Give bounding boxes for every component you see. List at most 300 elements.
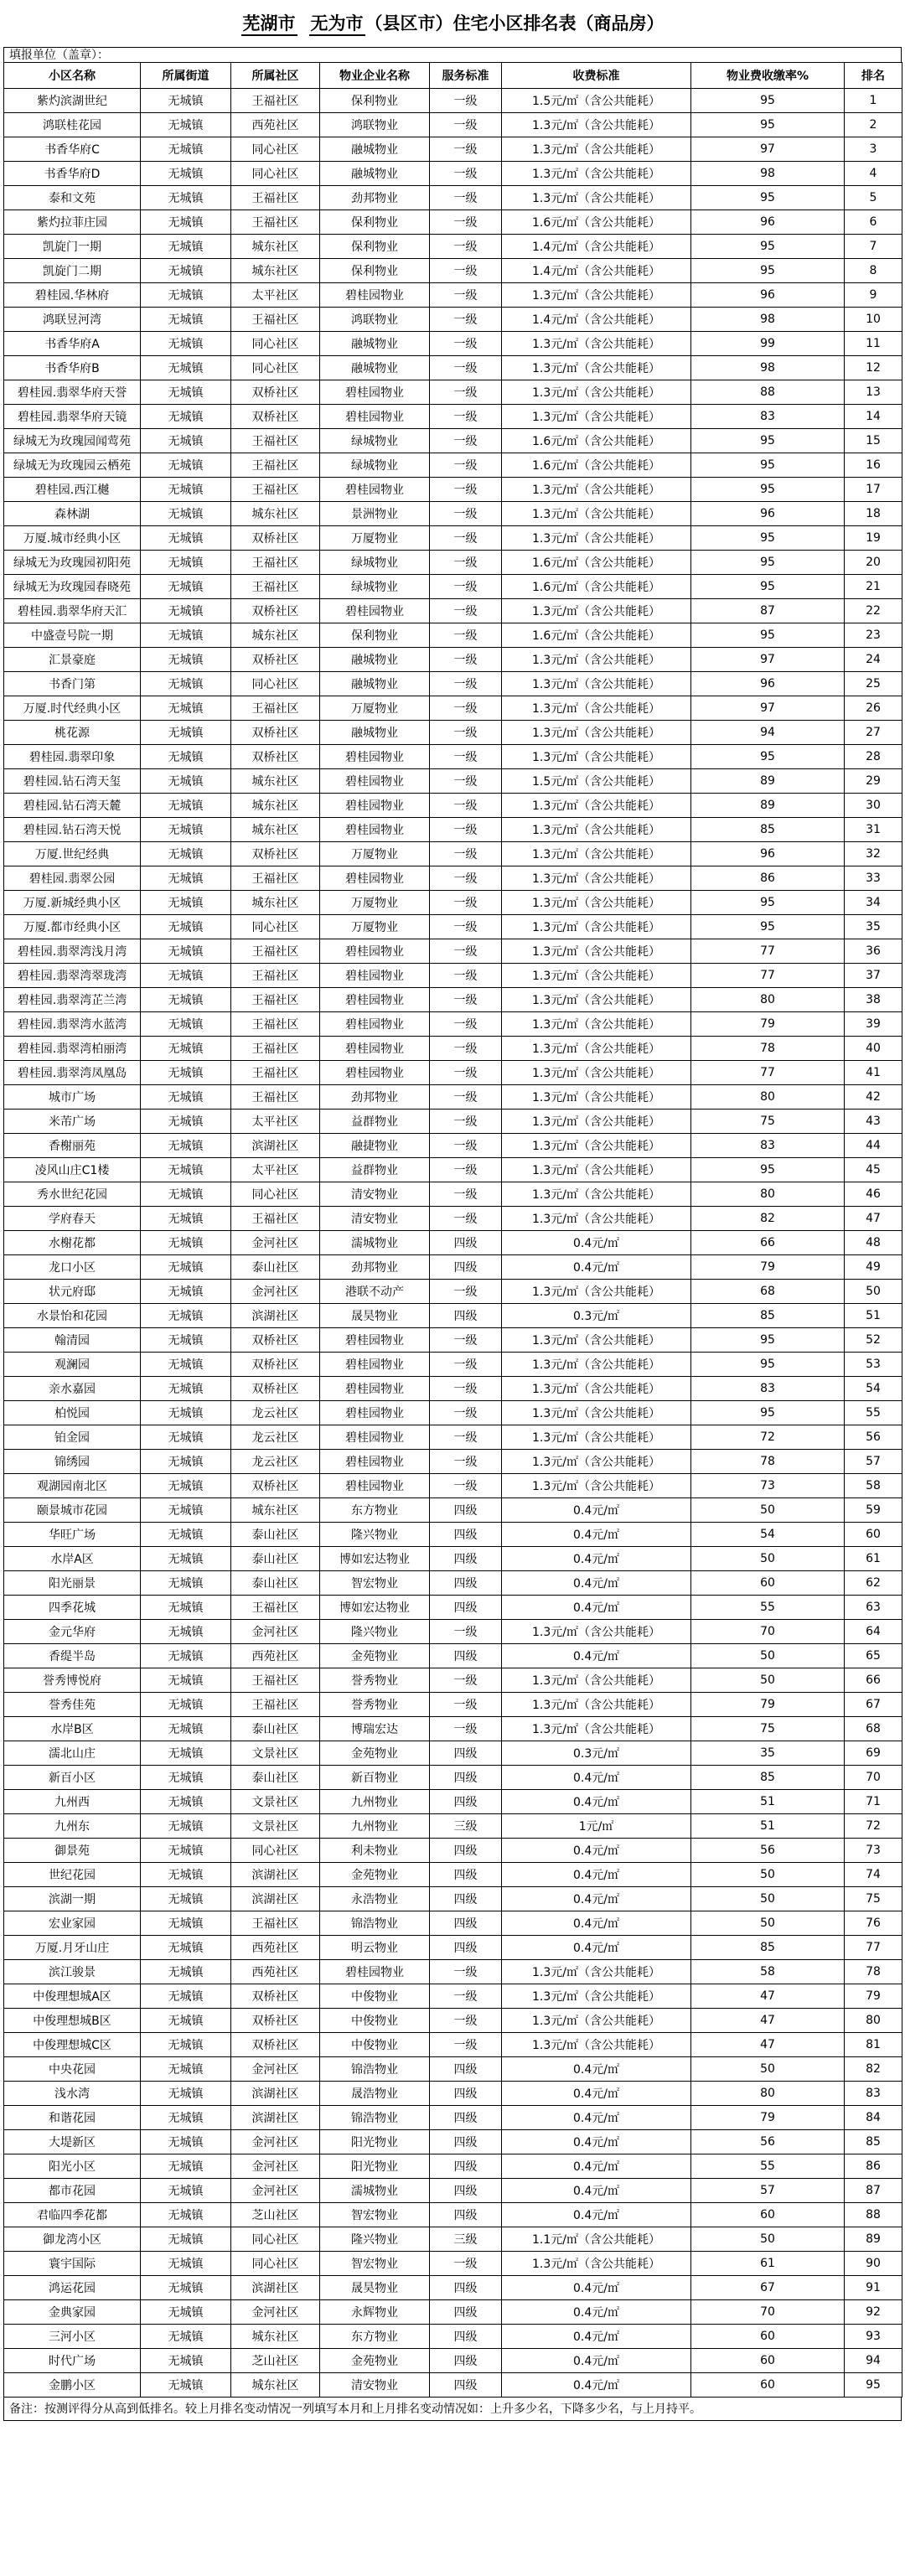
table-row [4, 429, 902, 453]
service-level-cell: 一级 [430, 2252, 502, 2276]
service-level-cell: 四级 [430, 2203, 502, 2227]
collection-rate-cell: 98 [691, 162, 845, 186]
service-level-cell: 一级 [430, 1037, 502, 1061]
rank-cell: 58 [845, 1474, 902, 1498]
property-company-cell: 碧桂园物业 [320, 939, 430, 964]
property-company-cell: 融城物业 [320, 672, 430, 696]
community-cell: 王福社区 [231, 575, 320, 599]
table-row [4, 964, 902, 988]
community-name-cell: 万厦.新城经典小区 [4, 891, 141, 915]
collection-rate-cell: 89 [691, 794, 845, 818]
community-name-cell: 新百小区 [4, 1766, 141, 1790]
table-row [4, 575, 902, 599]
table-row [4, 2325, 902, 2349]
collection-rate-cell: 50 [691, 2227, 845, 2252]
street-cell: 无城镇 [141, 988, 231, 1012]
community-cell: 双桥社区 [231, 1474, 320, 1498]
fee-standard-cell: 0.4元/㎡ [502, 1547, 691, 1571]
rank-cell: 59 [845, 1498, 902, 1523]
fee-standard-cell: 0.4元/㎡ [502, 2082, 691, 2106]
rank-cell: 94 [845, 2349, 902, 2373]
table-row [4, 2349, 902, 2373]
table-row [4, 842, 902, 866]
col-header: 物业企业名称 [320, 63, 430, 89]
property-company-cell: 晟浩物业 [320, 2082, 430, 2106]
street-cell: 无城镇 [141, 1620, 231, 1644]
service-level-cell: 四级 [430, 1231, 502, 1255]
rank-cell: 77 [845, 1936, 902, 1960]
community-name-cell: 碧桂园.西江樾 [4, 478, 141, 502]
property-company-cell: 中俊物业 [320, 1984, 430, 2009]
community-name-cell: 都市花园 [4, 2179, 141, 2203]
table-row [4, 235, 902, 259]
property-company-cell: 金苑物业 [320, 2349, 430, 2373]
table-row [4, 453, 902, 478]
collection-rate-cell: 57 [691, 2179, 845, 2203]
property-company-cell: 碧桂园物业 [320, 283, 430, 308]
table-row [4, 332, 902, 356]
property-company-cell: 碧桂园物业 [320, 769, 430, 794]
collection-rate-cell: 88 [691, 380, 845, 405]
fee-standard-cell: 1.3元/㎡（含公共能耗） [502, 794, 691, 818]
service-level-cell: 四级 [430, 1304, 502, 1328]
street-cell: 无城镇 [141, 648, 231, 672]
fee-standard-cell: 1.1元/㎡（含公共能耗） [502, 2227, 691, 2252]
street-cell: 无城镇 [141, 672, 231, 696]
fee-standard-cell: 0.4元/㎡ [502, 1596, 691, 1620]
collection-rate-cell: 95 [691, 745, 845, 769]
fee-standard-cell: 1.3元/㎡（含公共能耗） [502, 1425, 691, 1450]
col-header: 所属街道 [141, 63, 231, 89]
fee-standard-cell: 1.3元/㎡（含公共能耗） [502, 1668, 691, 1693]
street-cell: 无城镇 [141, 842, 231, 866]
community-cell: 城东社区 [231, 235, 320, 259]
community-cell: 王福社区 [231, 1085, 320, 1110]
community-cell: 泰山社区 [231, 1571, 320, 1596]
street-cell: 无城镇 [141, 1085, 231, 1110]
property-company-cell: 碧桂园物业 [320, 380, 430, 405]
collection-rate-cell: 70 [691, 1620, 845, 1644]
community-name-cell: 绿城无为玫瑰园云栖苑 [4, 453, 141, 478]
fee-standard-cell: 0.4元/㎡ [502, 2325, 691, 2349]
service-level-cell: 一级 [430, 1717, 502, 1741]
community-cell: 金河社区 [231, 2130, 320, 2154]
street-cell: 无城镇 [141, 502, 231, 526]
fee-standard-cell: 1.4元/㎡（含公共能耗） [502, 308, 691, 332]
fee-standard-cell: 1.3元/㎡（含公共能耗） [502, 599, 691, 623]
table-row [4, 2252, 902, 2276]
table-row [4, 2130, 902, 2154]
street-cell: 无城镇 [141, 1936, 231, 1960]
property-company-cell: 誉秀物业 [320, 1693, 430, 1717]
collection-rate-cell: 80 [691, 988, 845, 1012]
collection-rate-cell: 95 [691, 526, 845, 551]
community-name-cell: 碧桂园.翡翠华府天汇 [4, 599, 141, 623]
community-cell: 文景社区 [231, 1814, 320, 1839]
collection-rate-cell: 95 [691, 478, 845, 502]
service-level-cell: 一级 [430, 259, 502, 283]
property-company-cell: 阳光物业 [320, 2130, 430, 2154]
community-name-cell: 万厦.都市经典小区 [4, 915, 141, 939]
collection-rate-cell: 79 [691, 1012, 845, 1037]
table-row [4, 1790, 902, 1814]
property-company-cell: 绿城物业 [320, 453, 430, 478]
fee-standard-cell: 0.4元/㎡ [502, 2349, 691, 2373]
service-level-cell: 一级 [430, 988, 502, 1012]
community-name-cell: 宏业家园 [4, 1911, 141, 1936]
table-row [4, 866, 902, 891]
community-name-cell: 滨江骏景 [4, 1960, 141, 1984]
community-cell: 泰山社区 [231, 1766, 320, 1790]
street-cell: 无城镇 [141, 964, 231, 988]
table-row [4, 1231, 902, 1255]
table-row [4, 1450, 902, 1474]
community-cell: 滨湖社区 [231, 2082, 320, 2106]
service-level-cell: 一级 [430, 1620, 502, 1644]
rank-cell: 74 [845, 1863, 902, 1887]
property-company-cell: 锦浩物业 [320, 2106, 430, 2130]
property-company-cell: 万厦物业 [320, 891, 430, 915]
service-level-cell: 一级 [430, 1280, 502, 1304]
community-cell: 城东社区 [231, 259, 320, 283]
property-company-cell: 鸿联物业 [320, 113, 430, 137]
fee-standard-cell: 1.3元/㎡（含公共能耗） [502, 526, 691, 551]
collection-rate-cell: 77 [691, 939, 845, 964]
rank-cell: 24 [845, 648, 902, 672]
community-cell: 西苑社区 [231, 113, 320, 137]
community-cell: 双桥社区 [231, 1353, 320, 1377]
fee-standard-cell: 0.4元/㎡ [502, 2130, 691, 2154]
property-company-cell: 智宏物业 [320, 1571, 430, 1596]
fee-standard-cell: 1.3元/㎡（含公共能耗） [502, 1158, 691, 1182]
fee-standard-cell: 1.6元/㎡（含公共能耗） [502, 623, 691, 648]
table-row [4, 137, 902, 162]
rank-cell: 95 [845, 2373, 902, 2398]
community-cell: 金河社区 [231, 2300, 320, 2325]
table-row [4, 113, 902, 137]
table-row [4, 794, 902, 818]
street-cell: 无城镇 [141, 1766, 231, 1790]
rank-cell: 66 [845, 1668, 902, 1693]
community-name-cell: 万厦.城市经典小区 [4, 526, 141, 551]
community-cell: 同心社区 [231, 915, 320, 939]
service-level-cell: 一级 [430, 1450, 502, 1474]
rank-cell: 44 [845, 1134, 902, 1158]
street-cell: 无城镇 [141, 2033, 231, 2057]
collection-rate-cell: 97 [691, 137, 845, 162]
rank-cell: 19 [845, 526, 902, 551]
street-cell: 无城镇 [141, 2203, 231, 2227]
table-row [4, 308, 902, 332]
property-company-cell: 九州物业 [320, 1790, 430, 1814]
collection-rate-cell: 89 [691, 769, 845, 794]
property-company-cell: 劲邦物业 [320, 1085, 430, 1110]
table-row [4, 283, 902, 308]
community-name-cell: 寰宇国际 [4, 2252, 141, 2276]
street-cell: 无城镇 [141, 2325, 231, 2349]
street-cell: 无城镇 [141, 1280, 231, 1304]
community-cell: 王福社区 [231, 89, 320, 113]
fee-standard-cell: 0.4元/㎡ [502, 1936, 691, 1960]
fee-standard-cell: 1.3元/㎡（含公共能耗） [502, 696, 691, 721]
collection-rate-cell: 95 [691, 623, 845, 648]
community-name-cell: 书香华府A [4, 332, 141, 356]
property-company-cell: 融城物业 [320, 162, 430, 186]
service-level-cell: 一级 [430, 551, 502, 575]
property-company-cell: 碧桂园物业 [320, 988, 430, 1012]
table-row [4, 551, 902, 575]
community-cell: 王福社区 [231, 478, 320, 502]
fee-standard-cell: 1.3元/㎡（含公共能耗） [502, 1717, 691, 1741]
table-row [4, 1668, 902, 1693]
community-cell: 同心社区 [231, 1182, 320, 1207]
rank-cell: 72 [845, 1814, 902, 1839]
rank-cell: 48 [845, 1231, 902, 1255]
street-cell: 无城镇 [141, 769, 231, 794]
property-company-cell: 益群物业 [320, 1110, 430, 1134]
collection-rate-cell: 79 [691, 2106, 845, 2130]
collection-rate-cell: 96 [691, 672, 845, 696]
rank-cell: 91 [845, 2276, 902, 2300]
community-cell: 王福社区 [231, 453, 320, 478]
street-cell: 无城镇 [141, 599, 231, 623]
collection-rate-cell: 86 [691, 866, 845, 891]
fee-standard-cell: 1.3元/㎡（含公共能耗） [502, 1693, 691, 1717]
table-row [4, 405, 902, 429]
street-cell: 无城镇 [141, 1644, 231, 1668]
community-cell: 同心社区 [231, 162, 320, 186]
street-cell: 无城镇 [141, 1790, 231, 1814]
community-cell: 双桥社区 [231, 648, 320, 672]
community-cell: 双桥社区 [231, 526, 320, 551]
rank-cell: 36 [845, 939, 902, 964]
community-name-cell: 米芾广场 [4, 1110, 141, 1134]
collection-rate-cell: 95 [691, 551, 845, 575]
table-row [4, 1401, 902, 1425]
fee-standard-cell: 0.4元/㎡ [502, 2106, 691, 2130]
service-level-cell: 一级 [430, 1158, 502, 1182]
property-company-cell: 博如宏达物业 [320, 1596, 430, 1620]
street-cell: 无城镇 [141, 2082, 231, 2106]
rank-cell: 6 [845, 210, 902, 235]
community-cell: 金河社区 [231, 2154, 320, 2179]
community-cell: 滨湖社区 [231, 2276, 320, 2300]
collection-rate-cell: 55 [691, 2154, 845, 2179]
table-row [4, 1061, 902, 1085]
property-company-cell: 万厦物业 [320, 526, 430, 551]
collection-rate-cell: 95 [691, 259, 845, 283]
rank-cell: 47 [845, 1207, 902, 1231]
table-row [4, 1523, 902, 1547]
community-cell: 滨湖社区 [231, 1134, 320, 1158]
fee-standard-cell: 1.3元/㎡（含公共能耗） [502, 1450, 691, 1474]
table-row [4, 1984, 902, 2009]
community-name-cell: 绿城无为玫瑰园春晓苑 [4, 575, 141, 599]
service-level-cell: 一级 [430, 453, 502, 478]
collection-rate-cell: 50 [691, 1644, 845, 1668]
service-level-cell: 一级 [430, 405, 502, 429]
collection-rate-cell: 68 [691, 1280, 845, 1304]
fee-standard-cell: 1.3元/㎡（含公共能耗） [502, 1037, 691, 1061]
fee-standard-cell: 1.3元/㎡（含公共能耗） [502, 1061, 691, 1085]
table-row [4, 1911, 902, 1936]
community-cell: 金河社区 [231, 2057, 320, 2082]
table-row [4, 1328, 902, 1353]
service-level-cell: 四级 [430, 1571, 502, 1596]
service-level-cell: 一级 [430, 1012, 502, 1037]
community-cell: 王福社区 [231, 696, 320, 721]
service-level-cell: 一级 [430, 1110, 502, 1134]
property-company-cell: 鸿联物业 [320, 308, 430, 332]
street-cell: 无城镇 [141, 162, 231, 186]
street-cell: 无城镇 [141, 2227, 231, 2252]
street-cell: 无城镇 [141, 891, 231, 915]
rank-cell: 62 [845, 1571, 902, 1596]
street-cell: 无城镇 [141, 429, 231, 453]
street-cell: 无城镇 [141, 526, 231, 551]
fee-standard-cell: 1.3元/㎡（含公共能耗） [502, 1182, 691, 1207]
fee-standard-cell: 0.4元/㎡ [502, 2203, 691, 2227]
community-name-cell: 阳光丽景 [4, 1571, 141, 1596]
community-name-cell: 万厦.时代经典小区 [4, 696, 141, 721]
property-company-cell: 碧桂园物业 [320, 1401, 430, 1425]
table-row [4, 1960, 902, 1984]
property-company-cell: 智宏物业 [320, 2252, 430, 2276]
table-row [4, 1474, 902, 1498]
table-row [4, 186, 902, 210]
page-title [0, 0, 905, 47]
street-cell: 无城镇 [141, 1207, 231, 1231]
community-cell: 城东社区 [231, 794, 320, 818]
property-company-cell: 港联不动产 [320, 1280, 430, 1304]
community-cell: 王福社区 [231, 1668, 320, 1693]
rank-cell: 42 [845, 1085, 902, 1110]
community-cell: 王福社区 [231, 1596, 320, 1620]
fee-standard-cell: 1.3元/㎡（含公共能耗） [502, 332, 691, 356]
fee-standard-cell: 0.4元/㎡ [502, 1790, 691, 1814]
rank-cell: 64 [845, 1620, 902, 1644]
community-name-cell: 绿城无为玫瑰园初阳苑 [4, 551, 141, 575]
collection-rate-cell: 87 [691, 599, 845, 623]
community-name-cell: 御景苑 [4, 1839, 141, 1863]
property-company-cell: 碧桂园物业 [320, 1328, 430, 1353]
fee-standard-cell: 0.4元/㎡ [502, 1863, 691, 1887]
community-name-cell: 秀水世纪花园 [4, 1182, 141, 1207]
collection-rate-cell: 66 [691, 1231, 845, 1255]
community-cell: 泰山社区 [231, 1717, 320, 1741]
service-level-cell: 四级 [430, 2349, 502, 2373]
table-row [4, 1425, 902, 1450]
property-company-cell: 碧桂园物业 [320, 1450, 430, 1474]
service-level-cell: 一级 [430, 162, 502, 186]
community-name-cell: 中央花园 [4, 2057, 141, 2082]
fee-standard-cell: 1.3元/㎡（含公共能耗） [502, 356, 691, 380]
rank-cell: 20 [845, 551, 902, 575]
community-name-cell: 水榭花都 [4, 1231, 141, 1255]
table-row [4, 769, 902, 794]
rank-cell: 90 [845, 2252, 902, 2276]
community-name-cell: 浅水湾 [4, 2082, 141, 2106]
property-company-cell: 碧桂园物业 [320, 1377, 430, 1401]
collection-rate-cell: 96 [691, 283, 845, 308]
property-company-cell: 保利物业 [320, 235, 430, 259]
property-company-cell: 碧桂园物业 [320, 478, 430, 502]
table-row [4, 939, 902, 964]
community-cell: 王福社区 [231, 429, 320, 453]
table-row [4, 380, 902, 405]
community-name-cell: 四季花城 [4, 1596, 141, 1620]
property-company-cell: 晟昊物业 [320, 2276, 430, 2300]
community-name-cell: 翰清园 [4, 1328, 141, 1353]
community-cell: 城东社区 [231, 2325, 320, 2349]
fee-standard-cell: 1.3元/㎡（含公共能耗） [502, 1012, 691, 1037]
collection-rate-cell: 60 [691, 1571, 845, 1596]
community-cell: 同心社区 [231, 2252, 320, 2276]
col-header: 物业费收缴率% [691, 63, 845, 89]
street-cell: 无城镇 [141, 1134, 231, 1158]
community-name-cell: 柏悦园 [4, 1401, 141, 1425]
community-cell: 王福社区 [231, 210, 320, 235]
service-level-cell: 一级 [430, 1207, 502, 1231]
col-header: 所属社区 [231, 63, 320, 89]
fee-standard-cell: 1.3元/㎡（含公共能耗） [502, 1984, 691, 2009]
community-cell: 太平社区 [231, 1110, 320, 1134]
table-row [4, 2057, 902, 2082]
property-company-cell: 濡城物业 [320, 1231, 430, 1255]
rank-cell: 65 [845, 1644, 902, 1668]
fee-standard-cell: 1.3元/㎡（含公共能耗） [502, 745, 691, 769]
collection-rate-cell: 72 [691, 1425, 845, 1450]
table-row [4, 1596, 902, 1620]
collection-rate-cell: 99 [691, 332, 845, 356]
table-header-row [4, 63, 902, 89]
service-level-cell: 四级 [430, 1790, 502, 1814]
service-level-cell: 一级 [430, 1134, 502, 1158]
table-row [4, 1766, 902, 1790]
property-company-cell: 清安物业 [320, 1207, 430, 1231]
community-name-cell: 时代广场 [4, 2349, 141, 2373]
rank-cell: 52 [845, 1328, 902, 1353]
table-row [4, 89, 902, 113]
street-cell: 无城镇 [141, 137, 231, 162]
fee-standard-cell: 1.3元/㎡（含公共能耗） [502, 721, 691, 745]
fee-standard-cell: 1.5元/㎡（含公共能耗） [502, 769, 691, 794]
rank-cell: 82 [845, 2057, 902, 2082]
fee-standard-cell: 1.3元/㎡（含公共能耗） [502, 891, 691, 915]
street-cell: 无城镇 [141, 1571, 231, 1596]
fee-standard-cell: 1.4元/㎡（含公共能耗） [502, 235, 691, 259]
community-name-cell: 碧桂园.钻石湾天麓 [4, 794, 141, 818]
property-company-cell: 新百物业 [320, 1766, 430, 1790]
table-row [4, 259, 902, 283]
rank-cell: 92 [845, 2300, 902, 2325]
fee-standard-cell: 0.4元/㎡ [502, 1571, 691, 1596]
collection-rate-cell: 50 [691, 1498, 845, 1523]
community-cell: 西苑社区 [231, 1644, 320, 1668]
property-company-cell: 锦浩物业 [320, 2057, 430, 2082]
collection-rate-cell: 85 [691, 818, 845, 842]
table-row [4, 915, 902, 939]
table-row [4, 1255, 902, 1280]
property-company-cell: 阳光物业 [320, 2154, 430, 2179]
collection-rate-cell: 77 [691, 1061, 845, 1085]
service-level-cell: 一级 [430, 526, 502, 551]
table-row [4, 672, 902, 696]
collection-rate-cell: 95 [691, 89, 845, 113]
property-company-cell: 清安物业 [320, 2373, 430, 2398]
property-company-cell: 碧桂园物业 [320, 1037, 430, 1061]
community-name-cell: 和谐花园 [4, 2106, 141, 2130]
